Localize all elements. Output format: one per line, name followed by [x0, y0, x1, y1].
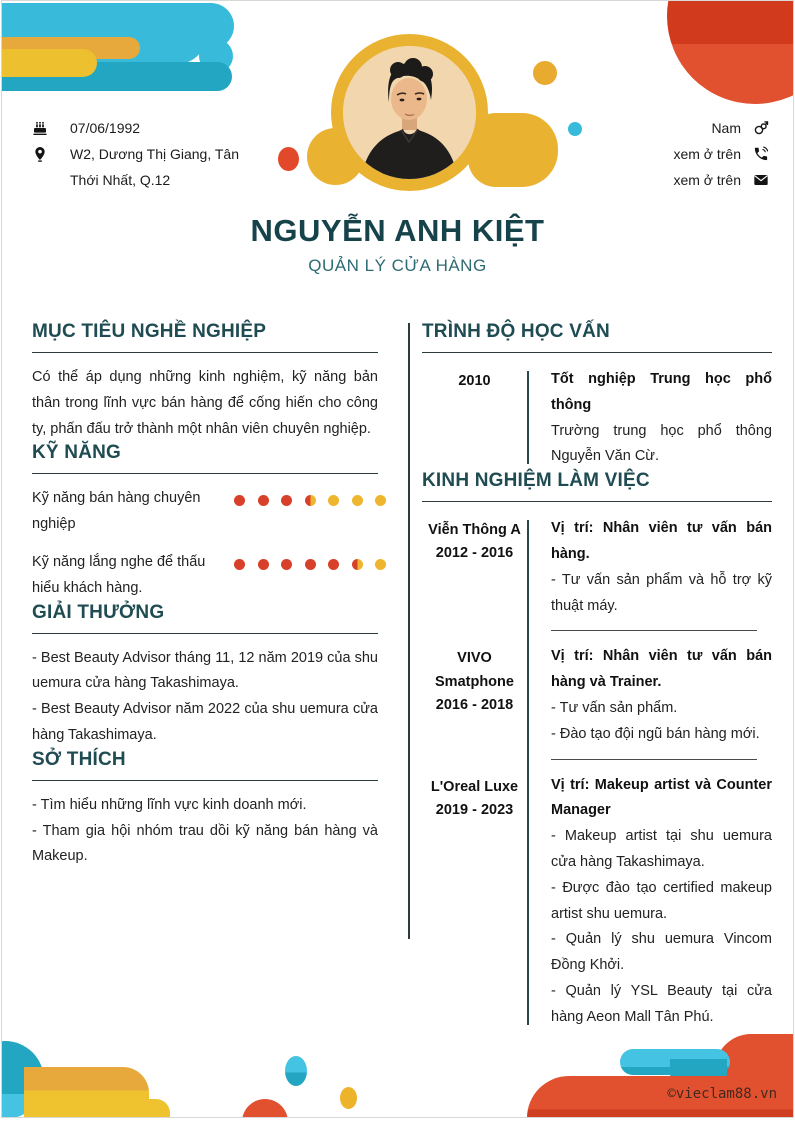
skill-dot — [328, 495, 339, 506]
timeline-line — [527, 520, 529, 1024]
experience-period: 2019 - 2023 — [435, 801, 514, 818]
skill-label: Kỹ năng bán hàng chuyên nghiệp — [32, 490, 201, 533]
skill-dot — [281, 559, 292, 570]
experience-body — [551, 516, 772, 644]
experience-entry — [422, 516, 772, 644]
experience-title: Vị trí: Nhân viên tư vấn bán hàng và Trainer. — [551, 648, 772, 691]
gender-row — [673, 115, 769, 141]
education-entry — [422, 367, 772, 470]
experience-detail: - Quản lý YSL Beauty tại cửa hàng Aeon Mall Tân Phú. — [551, 982, 772, 1025]
address-value: W2, Dương Thị Giang, Tân Thới Nhất, Q.12 — [70, 146, 239, 188]
experience-timeline — [422, 516, 772, 1030]
gender-value: Nam — [711, 120, 741, 136]
experience-company: L'Oreal Luxe — [430, 778, 519, 795]
hobbies-heading: SỞ THÍCH — [32, 749, 378, 781]
candidate-title: QUẢN LÝ CỬA HÀNG — [308, 256, 487, 275]
decor-bottom-center-cyan-dot — [285, 1056, 307, 1086]
experience-section — [422, 470, 772, 1030]
education-detail: Trường trung học phổ thông Nguyễn Văn Cừ. — [551, 422, 772, 465]
experience-company-period — [422, 773, 527, 1031]
experience-detail: - Được đào tạo certified makeup artist shu uemura. — [551, 879, 772, 922]
decor-top-right-red-circle — [667, 0, 794, 104]
hobby-item: - Tìm hiểu những lĩnh vực kinh doanh mới. — [32, 796, 307, 813]
decor-top-left-yellow-bar2 — [2, 49, 97, 77]
experience-company: VIVO Smatphone — [435, 650, 514, 690]
skill-dot — [305, 559, 316, 570]
experience-body — [551, 773, 772, 1031]
profile-photo — [343, 46, 476, 179]
awards-heading: GIẢI THƯỞNG — [32, 602, 378, 634]
award-item: - Best Beauty Advisor tháng 11, 12 năm 2019 của shu uemura cửa hàng Takashimaya. — [32, 649, 378, 692]
birthday-row — [32, 115, 264, 141]
skill-dot — [375, 495, 386, 506]
experience-detail: - Tư vấn sản phẩm và hỗ trợ kỹ thuật máy. — [551, 571, 772, 614]
experience-detail: - Đào tạo đội ngũ bán hàng mới. — [551, 725, 760, 742]
experience-company-period — [422, 644, 527, 772]
decor-cyan-dot — [568, 122, 582, 136]
birthday-value: 07/06/1992 — [70, 120, 141, 136]
skill-row — [32, 550, 378, 602]
mail-icon — [753, 172, 769, 188]
skill-dot — [305, 495, 316, 506]
gender-icon — [753, 120, 769, 136]
experience-entry — [422, 644, 772, 772]
address-row — [32, 141, 264, 193]
experience-period: 2012 - 2016 — [435, 545, 514, 562]
location-icon — [32, 146, 48, 162]
entry-separator — [551, 759, 757, 760]
contact-info-left — [32, 115, 264, 193]
skill-dot — [352, 495, 363, 506]
education-timeline — [422, 367, 772, 470]
name-block — [2, 213, 793, 276]
skill-dot — [234, 495, 245, 506]
skill-rating — [234, 486, 386, 538]
skill-dot — [258, 559, 269, 570]
right-column — [422, 321, 772, 1031]
objective-section — [32, 321, 378, 442]
objective-text: Có thể áp dụng những kinh nghiệm, kỹ năng bản thân trong lĩnh vực bán hàng để cống hiến cho công ty, phấn đấu trở thành một nhân viên chuyên nghiệp. — [32, 369, 378, 437]
entry-separator — [551, 630, 757, 631]
contact-info-right — [673, 115, 769, 193]
skill-dot — [352, 559, 363, 570]
experience-entry — [422, 773, 772, 1031]
skill-label: Kỹ năng lắng nghe để thấu hiểu khách hàng. — [32, 553, 206, 596]
skill-dot — [281, 495, 292, 506]
experience-detail: - Makeup artist tại shu uemura cửa hàng Takashimaya. — [551, 828, 772, 870]
email-row — [673, 167, 769, 193]
education-body — [551, 367, 772, 470]
education-heading: TRÌNH ĐỘ HỌC VẤN — [422, 321, 772, 353]
experience-period: 2016 - 2018 — [435, 696, 514, 713]
objective-heading: MỤC TIÊU NGHỀ NGHIỆP — [32, 321, 378, 353]
experience-title: Vị trí: Makeup artist và Counter Manager — [551, 776, 772, 819]
skills-section — [32, 442, 378, 601]
skill-rating — [234, 550, 386, 602]
left-column — [32, 321, 378, 870]
experience-detail: - Quản lý shu uemura Vincom Đồng Khởi. — [551, 931, 772, 974]
cv-page — [1, 0, 794, 1118]
column-divider — [408, 323, 410, 939]
hobbies-section — [32, 749, 378, 870]
skill-dot — [258, 495, 269, 506]
decor-yellow-dot — [533, 61, 557, 85]
experience-company: Viễn Thông A — [428, 522, 521, 539]
skill-dot — [375, 559, 386, 570]
experience-title: Vị trí: Nhân viên tư vấn bán hàng. — [551, 520, 772, 562]
awards-section — [32, 602, 378, 749]
birthday-icon — [32, 120, 48, 136]
hobby-item: - Tham gia hội nhóm trau dồi kỹ năng bán hàng và Makeup. — [32, 822, 378, 865]
phone-icon — [753, 146, 769, 162]
watermark: ©vieclam88.vn — [667, 1086, 777, 1102]
decor-red-dot — [278, 147, 299, 171]
decor-bottom-center-yellow-dot — [340, 1087, 357, 1109]
award-item: - Best Beauty Advisor năm 2022 của shu uemura cửa hàng Takashimaya. — [32, 701, 378, 743]
email-value: xem ở trên — [673, 172, 741, 188]
timeline-line — [527, 371, 529, 464]
skill-dot — [328, 559, 339, 570]
phone-value: xem ở trên — [673, 146, 741, 162]
experience-body — [551, 644, 772, 772]
experience-company-period — [422, 516, 527, 644]
skills-heading: KỸ NĂNG — [32, 442, 378, 474]
decor-bottom-left-yellow-bump — [130, 1099, 170, 1118]
candidate-name: NGUYỄN ANH KIỆT — [250, 213, 545, 248]
education-section — [422, 321, 772, 470]
skill-row — [32, 486, 378, 538]
skill-dot — [234, 559, 245, 570]
decor-bottom-center-red-dot — [242, 1099, 288, 1118]
experience-detail: - Tư vấn sản phẩm. — [551, 699, 678, 716]
education-period: 2010 — [458, 373, 491, 389]
phone-row — [673, 141, 769, 167]
experience-heading: KINH NGHIỆM LÀM VIỆC — [422, 470, 772, 502]
education-title: Tốt nghiệp Trung học phổ thông — [551, 371, 772, 413]
